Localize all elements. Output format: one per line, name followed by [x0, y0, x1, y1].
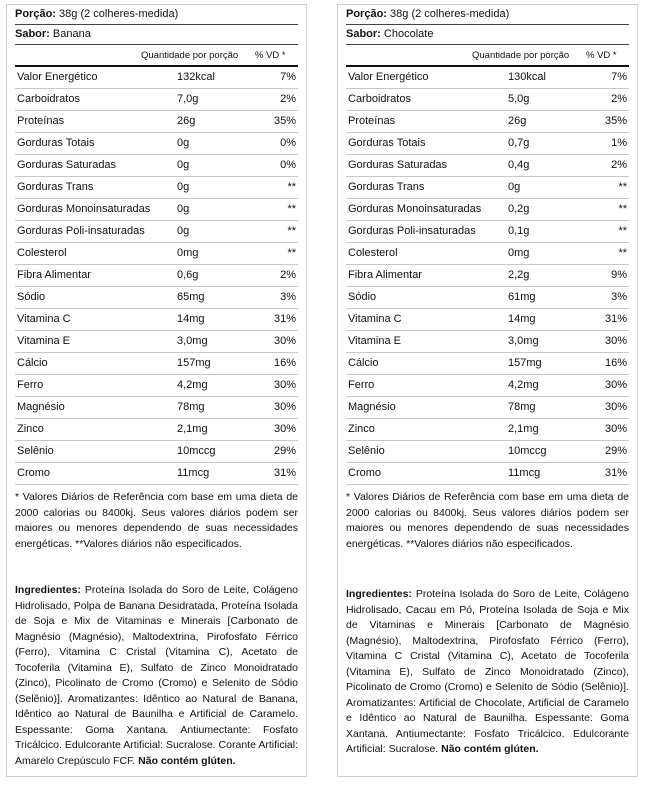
- nutrient-daily-value: **: [287, 181, 296, 193]
- portion-line: [15, 5, 298, 25]
- nutrient-quantity: 78mg: [508, 401, 536, 413]
- nutrient-daily-value: **: [287, 203, 296, 215]
- nutrient-quantity: 0,2g: [508, 203, 530, 215]
- portion-value: 38g (2 colheres-medida): [390, 8, 510, 20]
- table-row: [346, 353, 629, 375]
- nutrient-quantity: 61mg: [508, 291, 536, 303]
- nutrient-quantity: 0mg: [508, 247, 530, 259]
- nutrient-daily-value: 16%: [604, 357, 627, 369]
- nutrient-name: Gorduras Trans: [17, 181, 94, 193]
- table-row: [346, 331, 629, 353]
- nutrient-name: Gorduras Saturadas: [348, 159, 448, 171]
- table-row: [15, 441, 298, 463]
- nutrient-daily-value: **: [618, 247, 627, 259]
- nutrient-name: Gorduras Monoinsaturadas: [348, 203, 482, 215]
- nutrient-quantity: 14mg: [177, 313, 205, 325]
- nutrient-daily-value: 30%: [273, 401, 296, 413]
- nutrient-name: Zinco: [348, 423, 375, 435]
- nutrient-quantity: 4,2mg: [508, 379, 539, 391]
- nutrient-daily-value: 30%: [604, 335, 627, 347]
- nutrient-daily-value: 35%: [604, 115, 627, 127]
- nutrient-name: Selênio: [348, 445, 385, 457]
- nutrient-quantity: 65mg: [177, 291, 205, 303]
- flavor-value: Banana: [52, 28, 91, 40]
- nutrient-daily-value: 30%: [273, 335, 296, 347]
- nutrient-daily-value: 2%: [611, 93, 627, 105]
- table-header: [346, 45, 629, 67]
- ingredients-text: [15, 583, 298, 769]
- nutrient-quantity: 2,2g: [508, 269, 530, 281]
- ingredients-label: Ingredientes:: [346, 588, 412, 600]
- table-row: [15, 243, 298, 265]
- nutrient-quantity: 26g: [177, 115, 196, 127]
- nutrient-daily-value: 35%: [273, 115, 296, 127]
- ingredients-label: Ingredientes:: [15, 584, 81, 596]
- nutrition-panel-banana: [6, 4, 307, 777]
- nutrient-quantity: 0,6g: [177, 269, 199, 281]
- nutrition-table: [346, 67, 629, 485]
- nutrient-name: Sódio: [348, 291, 377, 303]
- vd-header: % VD *: [255, 50, 286, 61]
- gluten-warning: Não contém glúten.: [138, 754, 236, 767]
- nutrient-daily-value: 0%: [280, 137, 296, 149]
- nutrient-daily-value: 31%: [273, 467, 296, 479]
- vd-header: % VD *: [586, 50, 617, 61]
- table-row: [15, 67, 298, 89]
- nutrient-quantity: 10mccg: [177, 445, 216, 457]
- nutrient-quantity: 4,2mg: [177, 379, 208, 391]
- portion-label: Porção:: [346, 8, 387, 20]
- ingredients-text: [346, 587, 629, 758]
- daily-values-note: * Valores Diários de Referência com base em uma dieta de 2000 calorias ou 8400kj. Seus valores diários podem ser maiores ou menores dependendo de suas necessidades energéticas. **Valores diários não especificados.: [15, 491, 298, 550]
- nutrient-daily-value: 30%: [604, 379, 627, 391]
- table-row: [346, 375, 629, 397]
- nutrient-daily-value: 3%: [611, 291, 627, 303]
- nutrient-name: Magnésio: [348, 401, 396, 413]
- table-row: [346, 309, 629, 331]
- nutrient-quantity: 0mg: [177, 247, 199, 259]
- nutrient-daily-value: 16%: [273, 357, 296, 369]
- nutrient-name: Gorduras Totais: [17, 137, 95, 149]
- nutrient-daily-value: 30%: [273, 379, 296, 391]
- table-row: [15, 353, 298, 375]
- table-row: [346, 133, 629, 155]
- nutrient-name: Fibra Alimentar: [17, 269, 91, 281]
- nutrient-name: Fibra Alimentar: [348, 269, 422, 281]
- nutrient-name: Vitamina E: [348, 335, 401, 347]
- nutrient-name: Cromo: [348, 467, 382, 479]
- nutrient-daily-value: 3%: [280, 291, 296, 303]
- nutrient-quantity: 3,0mg: [177, 335, 208, 347]
- nutrient-quantity: 2,1mg: [177, 423, 208, 435]
- nutrition-panel-chocolate: [337, 4, 638, 777]
- nutrient-quantity: 14mg: [508, 313, 536, 325]
- nutrient-quantity: 0g: [177, 137, 190, 149]
- nutrient-daily-value: 2%: [280, 93, 296, 105]
- table-row: [346, 155, 629, 177]
- nutrient-name: Sódio: [17, 291, 46, 303]
- nutrient-daily-value: 30%: [604, 401, 627, 413]
- nutrient-name: Ferro: [348, 379, 375, 391]
- portion-value: 38g (2 colheres-medida): [59, 8, 179, 20]
- table-row: [15, 309, 298, 331]
- nutrient-name: Proteínas: [348, 115, 396, 127]
- table-row: [15, 397, 298, 419]
- table-row: [15, 133, 298, 155]
- nutrient-name: Valor Energético: [348, 71, 429, 83]
- nutrient-daily-value: **: [287, 225, 296, 237]
- nutrient-name: Carboidratos: [17, 93, 80, 105]
- nutrient-quantity: 5,0g: [508, 93, 530, 105]
- nutrient-quantity: 0,7g: [508, 137, 530, 149]
- nutrient-quantity: 11mcg: [508, 467, 541, 479]
- table-row: [346, 441, 629, 463]
- table-row: [15, 419, 298, 441]
- nutrient-name: Colesterol: [348, 247, 398, 259]
- ingredients-list: Proteína Isolada do Soro de Leite, Colágeno Hidrolisado, Polpa de Banana Desidratada, Proteína Isolada de Soja e Mix de Vitaminas e Minerais [Carbonato de Magnésio (Magnésio), Maltodextrina, Pirofosfato Férrico (Ferro), Vitamina C Cristal (Vitamina C), Acetato de Tocoferila (Vitamina E), Sulfato de Zinco Monoidratado (Zinco), Picolinato de Cromo (Cromo) e Selenito de Sódio (Selênio)]. Aromatizantes: Idêntico ao Natural de Banana, Idêntico ao Natural de Baunilha e Artificial de Caramelo. Espessante: Goma Xantana. Antiumectante: Fosfato Tricálcico. Edulcorante Artificial: Sucralose. Corante Artificial: Amarelo Crepúsculo FCF.: [15, 584, 298, 767]
- table-row: [346, 463, 629, 485]
- table-row: [15, 265, 298, 287]
- nutrient-quantity: 0g: [177, 159, 190, 171]
- table-row: [346, 397, 629, 419]
- nutrient-name: Cálcio: [17, 357, 48, 369]
- nutrient-daily-value: **: [618, 225, 627, 237]
- nutrient-name: Cálcio: [348, 357, 379, 369]
- nutrient-name: Gorduras Poli-insaturadas: [17, 225, 145, 237]
- nutrient-quantity: 157mg: [508, 357, 542, 369]
- nutrient-name: Vitamina E: [17, 335, 70, 347]
- flavor-line: [346, 25, 629, 45]
- nutrient-name: Gorduras Poli-insaturadas: [348, 225, 476, 237]
- table-row: [346, 67, 629, 89]
- nutrient-daily-value: 2%: [611, 159, 627, 171]
- portion-label: Porção:: [15, 8, 56, 20]
- ingredients-list: Proteína Isolada do Soro de Leite, Colágeno Hidrolisado, Cacau em Pó, Proteína Isolada de Soja e Mix de Vitaminas e Minerais [Carbonato de Magnésio (Magnésio), Maltodextrina, Pirofosfato Férrico (Ferro), Vitamina C Cristal (Vitamina C), Acetato de Tocoferila (Vitamina E), Sulfato de Zinco Monoidratado (Zinco), Picolinato de Cromo (Cromo) e Selenito de Sódio (Selênio)]. Aromatizantes: Artificial de Chocolate, Artificial de Caramelo e Idêntico ao Natural de Baunilha. Espessante: Goma Xantana. Antiumectante: Fosfato Tricálcico. Edulcorante Artificial: Sucralose.: [346, 588, 629, 755]
- nutrient-name: Valor Energético: [17, 71, 98, 83]
- nutrient-name: Zinco: [17, 423, 44, 435]
- table-row: [346, 111, 629, 133]
- nutrient-name: Selênio: [17, 445, 54, 457]
- table-row: [346, 265, 629, 287]
- nutrient-quantity: 0g: [177, 181, 190, 193]
- nutrient-quantity: 0g: [508, 181, 521, 193]
- nutrient-daily-value: 0%: [280, 159, 296, 171]
- table-row: [346, 221, 629, 243]
- table-row: [15, 331, 298, 353]
- nutrient-quantity: 0,1g: [508, 225, 530, 237]
- nutrient-quantity: 3,0mg: [508, 335, 539, 347]
- portion-line: [346, 5, 629, 25]
- nutrient-quantity: 2,1mg: [508, 423, 539, 435]
- nutrition-table: [15, 67, 298, 485]
- nutrient-daily-value: 9%: [611, 269, 627, 281]
- table-row: [15, 287, 298, 309]
- table-row: [346, 287, 629, 309]
- table-row: [346, 419, 629, 441]
- nutrient-name: Magnésio: [17, 401, 65, 413]
- flavor-value: Chocolate: [383, 28, 434, 40]
- nutrient-name: Gorduras Saturadas: [17, 159, 117, 171]
- table-header: [15, 45, 298, 67]
- nutrient-daily-value: **: [618, 181, 627, 193]
- table-row: [346, 89, 629, 111]
- nutrient-daily-value: 7%: [611, 71, 627, 83]
- nutrient-name: Gorduras Totais: [348, 137, 426, 149]
- daily-values-note: * Valores Diários de Referência com base em uma dieta de 2000 calorias ou 8400kj. Seus valores diários podem ser maiores ou menores dependendo de suas necessidades energéticas. **Valores diários não especificados.: [346, 491, 629, 550]
- nutrient-quantity: 7,0g: [177, 93, 199, 105]
- table-row: [15, 155, 298, 177]
- gluten-warning: Não contém glúten.: [441, 743, 539, 755]
- nutrient-name: Cromo: [17, 467, 51, 479]
- table-row: [15, 199, 298, 221]
- table-row: [15, 375, 298, 397]
- qty-header: Quantidade por porção: [141, 50, 239, 61]
- nutrient-quantity: 157mg: [177, 357, 211, 369]
- table-row: [15, 463, 298, 485]
- nutrient-quantity: 11mcg: [177, 467, 210, 479]
- nutrient-quantity: 0g: [177, 225, 190, 237]
- nutrient-name: Vitamina C: [17, 313, 71, 325]
- nutrient-quantity: 78mg: [177, 401, 205, 413]
- nutrient-daily-value: 7%: [280, 71, 296, 83]
- nutrient-daily-value: **: [287, 247, 296, 259]
- table-row: [15, 111, 298, 133]
- nutrient-daily-value: **: [618, 203, 627, 215]
- nutrient-quantity: 132kcal: [177, 71, 215, 83]
- nutrient-quantity: 0,4g: [508, 159, 530, 171]
- nutrient-name: Gorduras Trans: [348, 181, 425, 193]
- nutrient-daily-value: 30%: [604, 423, 627, 435]
- flavor-label: Sabor:: [346, 28, 381, 40]
- nutrient-quantity: 10mccg: [508, 445, 547, 457]
- nutrient-daily-value: 29%: [604, 445, 627, 457]
- nutrient-name: Gorduras Monoinsaturadas: [17, 203, 151, 215]
- nutrient-name: Colesterol: [17, 247, 67, 259]
- nutrient-daily-value: 1%: [611, 137, 627, 149]
- flavor-line: [15, 25, 298, 45]
- table-row: [15, 89, 298, 111]
- nutrient-name: Carboidratos: [348, 93, 411, 105]
- nutrient-daily-value: 2%: [280, 269, 296, 281]
- nutrient-quantity: 26g: [508, 115, 527, 127]
- nutrient-daily-value: 31%: [604, 313, 627, 325]
- table-row: [15, 221, 298, 243]
- nutrient-quantity: 0g: [177, 203, 190, 215]
- nutrient-daily-value: 31%: [273, 313, 296, 325]
- nutrient-name: Proteínas: [17, 115, 65, 127]
- table-row: [346, 177, 629, 199]
- nutrient-daily-value: 31%: [604, 467, 627, 479]
- table-row: [346, 243, 629, 265]
- table-row: [15, 177, 298, 199]
- table-row: [346, 199, 629, 221]
- nutrient-daily-value: 29%: [273, 445, 296, 457]
- nutrient-quantity: 130kcal: [508, 71, 546, 83]
- nutrient-name: Ferro: [17, 379, 44, 391]
- nutrient-name: Vitamina C: [348, 313, 402, 325]
- nutrient-daily-value: 30%: [273, 423, 296, 435]
- flavor-label: Sabor:: [15, 28, 50, 40]
- qty-header: Quantidade por porção: [472, 50, 570, 61]
